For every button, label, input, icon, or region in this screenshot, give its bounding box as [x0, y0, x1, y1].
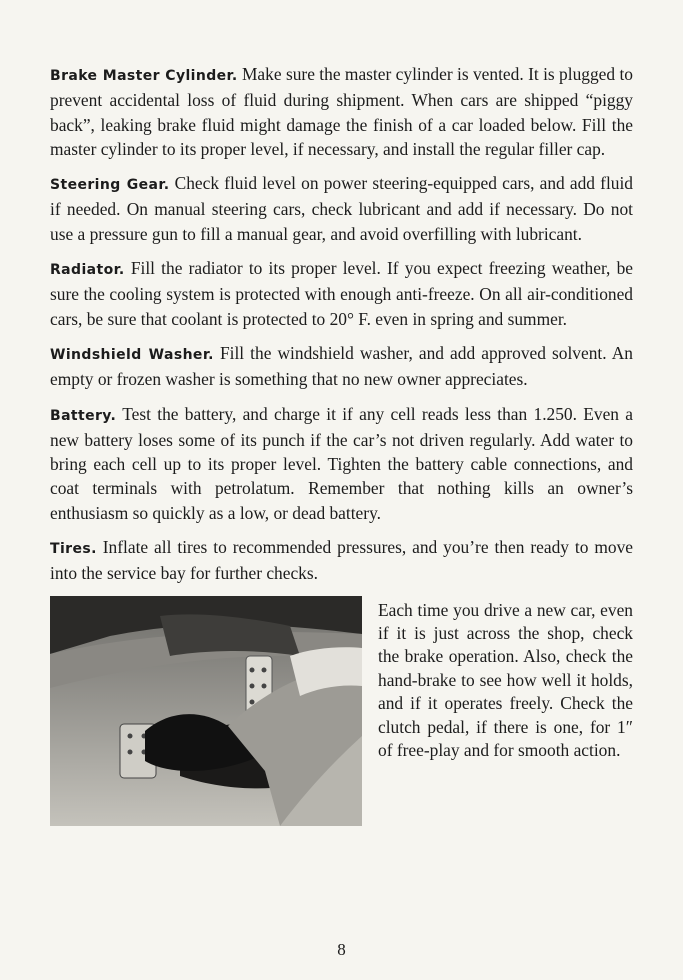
- paragraph-heading: Windshield Washer.: [50, 346, 214, 363]
- paragraph-heading: Radiator.: [50, 262, 125, 279]
- paragraph-tires: [50, 535, 633, 586]
- photo-caption: Each time you drive a new car, even if it is just across the shop, check the brake operation. Also, check the hand-brake to see how well it holds, and if it operates freely. Check the clutch pedal, if there is one, for 1″ of free-play and for smooth action.: [378, 599, 633, 761]
- brake-pedal-photo: [50, 596, 362, 826]
- paragraph-text: Fill the windshield washer, and add approved solvent. An empty or frozen washer is something that no new owner appreciates.: [50, 342, 633, 390]
- paragraph-text: Fill the radiator to its proper level. If you expect freezing weather, be sure the cooling system is protected with enough anti-freeze. On all air-conditioned cars, be sure that coolant is protected to 20° F. even in spring and summer.: [50, 258, 633, 329]
- paragraph-brake-master-cylinder: [50, 62, 633, 161]
- paragraph-heading: Tires.: [50, 541, 97, 558]
- figure-row: [50, 596, 633, 836]
- paragraph-steering-gear: [50, 171, 633, 246]
- paragraph-text: Check fluid level on power steering-equipped cars, and add fluid if needed. On manual steering cars, check lubricant and add if necessary. Do not use a pressure gun to fill a manual gear, and avoid overfilling with lubricant.: [50, 173, 634, 244]
- paragraph-text: Test the battery, and charge it if any cell reads less than 1.250. Even a new battery loses some of its punch if the car’s not driven regularly. Add water to bring each cell up to its proper level. Tighten the battery cable connections, and coat terminals with petrolatum. Remember that nothing kills an owner’s enthusiasm so quickly as a low, or dead battery.: [50, 403, 633, 523]
- paragraph-heading: Steering Gear.: [50, 177, 170, 194]
- paragraph-windshield-washer: [50, 341, 633, 392]
- paragraph-battery: [50, 402, 633, 525]
- paragraph-text: Inflate all tires to recommended pressures, and you’re then ready to move into the service bay for further checks.: [50, 537, 633, 584]
- paragraph-heading: Battery.: [50, 407, 117, 424]
- page-number: 8: [337, 940, 346, 959]
- paragraph-text: Make sure the master cylinder is vented. It is plugged to prevent accidental loss of fluid during shipment. When cars are shipped “piggy back”, leaking brake fluid might damage the finish of a car loaded below. Fill the master cylinder to its proper level, if necessary, and install the regular filler cap.: [50, 64, 633, 159]
- paragraph-heading: Brake Master Cylinder.: [50, 68, 238, 84]
- paragraph-radiator: [50, 256, 633, 331]
- page-content: [50, 62, 633, 836]
